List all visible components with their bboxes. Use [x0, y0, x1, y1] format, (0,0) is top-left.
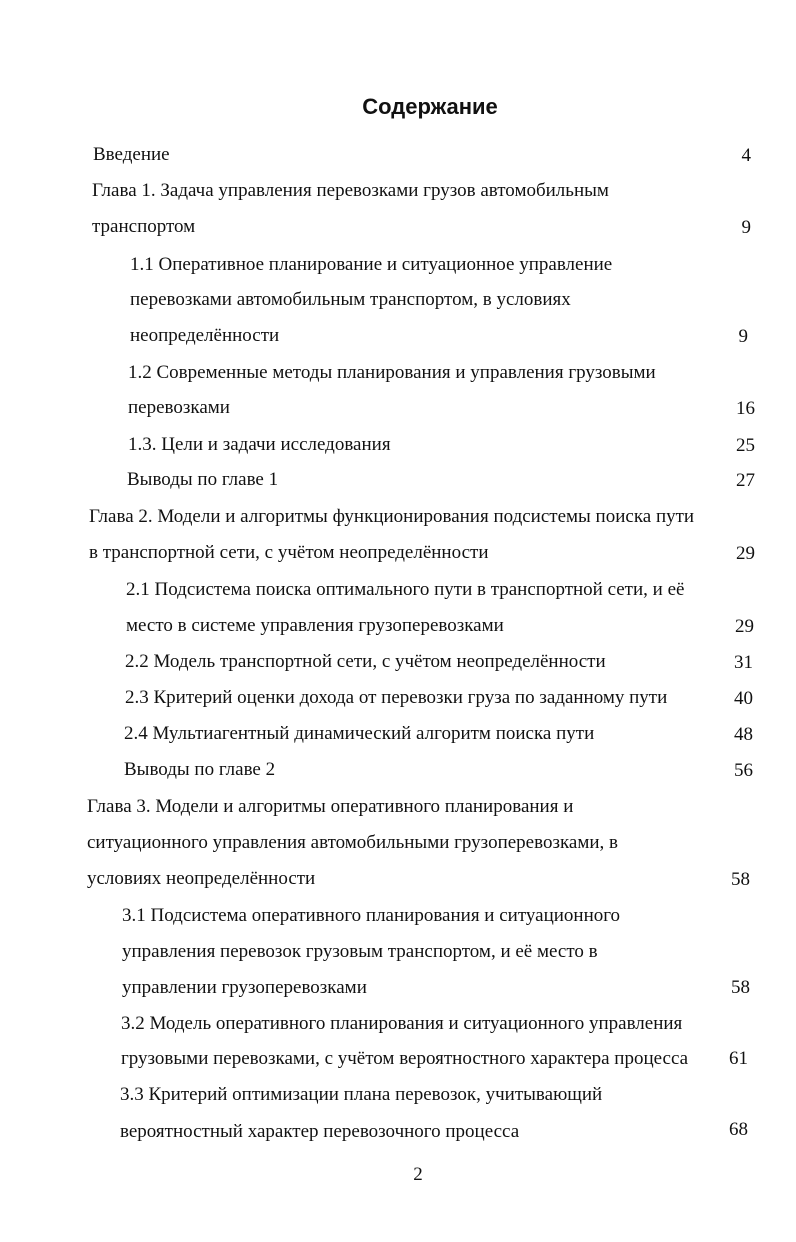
- toc-entry-text: условиях неопределённости: [87, 868, 316, 889]
- toc-entry-text: 2.4 Мультиагентный динамический алгоритм поиска пути: [124, 723, 595, 744]
- toc-entry-text: Глава 3. Модели и алгоритмы оперативного планирования и: [87, 796, 574, 817]
- toc-entry-text: 2.2 Модель транспортной сети, с учётом неопределённости: [125, 651, 606, 672]
- toc-entry-text: 2.3 Критерий оценки дохода от перевозки груза по заданному пути: [125, 687, 668, 708]
- toc-entry-text: управления перевозок грузовым транспортом, и её место в: [122, 941, 598, 962]
- toc-page-number: 9: [738, 326, 748, 347]
- page-number: 2: [413, 1164, 423, 1185]
- toc-entry-text: 1.3. Цели и задачи исследования: [128, 434, 391, 455]
- toc-entry-text: Выводы по главе 1: [127, 469, 279, 490]
- toc-entry-text: неопределённости: [130, 325, 280, 346]
- toc-page-number: 48: [734, 724, 753, 745]
- toc-entry-text: в транспортной сети, с учётом неопределённости: [89, 542, 489, 563]
- toc-page-number: 29: [736, 543, 755, 564]
- toc-page-number: 61: [729, 1048, 748, 1069]
- toc-entry-text: 3.1 Подсистема оперативного планирования и ситуационного: [122, 905, 621, 926]
- toc-entry-text: 1.1 Оперативное планирование и ситуационное управление: [130, 254, 613, 275]
- page-title: Содержание: [362, 94, 498, 119]
- toc-entry-text: 1.2 Современные методы планирования и управления грузовыми: [128, 362, 656, 383]
- toc-page-number: 9: [741, 217, 751, 238]
- toc-entry-text: Выводы по главе 2: [124, 759, 276, 780]
- toc-page-number: 25: [736, 435, 755, 456]
- toc-page-number: 16: [736, 398, 755, 419]
- toc-page-number: 31: [734, 652, 753, 673]
- toc-entry-text: ситуационного управления автомобильными грузоперевозками, в: [87, 832, 618, 853]
- toc-page-number: 58: [731, 869, 750, 890]
- toc-entry-text: место в системе управления грузоперевозками: [126, 615, 504, 636]
- toc-page-number: 58: [731, 977, 750, 998]
- toc-entry-text: Глава 2. Модели и алгоритмы функционирования подсистемы поиска пути: [89, 506, 695, 527]
- toc-page-number: 68: [729, 1119, 748, 1140]
- toc-page-number: 27: [736, 470, 755, 491]
- toc-entry-text: вероятностный характер перевозочного процесса: [120, 1121, 520, 1142]
- toc-entry-text: 3.3 Критерий оптимизации плана перевозок, учитывающий: [120, 1084, 603, 1105]
- toc-page-number: 29: [735, 616, 754, 637]
- toc-page-number: 40: [734, 688, 753, 709]
- toc-entry-text: перевозками автомобильным транспортом, в условиях: [130, 289, 571, 310]
- toc-entry-text: 2.1 Подсистема поиска оптимального пути в транспортной сети, и её: [126, 579, 685, 600]
- toc-page-number: 56: [734, 760, 753, 781]
- toc-entry-text: транспортом: [92, 216, 196, 237]
- toc-page-number: 4: [741, 145, 751, 166]
- toc-entry-text: управлении грузоперевозками: [122, 977, 367, 998]
- toc-entry-text: Глава 1. Задача управления перевозками грузов автомобильным: [92, 180, 609, 201]
- toc-entry-text: 3.2 Модель оперативного планирования и ситуационного управления: [121, 1013, 683, 1034]
- toc-entry-text: Введение: [93, 144, 170, 165]
- toc-entry-text: перевозками: [128, 397, 230, 418]
- toc-entry-text: грузовыми перевозками, с учётом вероятностного характера процесса: [121, 1048, 689, 1069]
